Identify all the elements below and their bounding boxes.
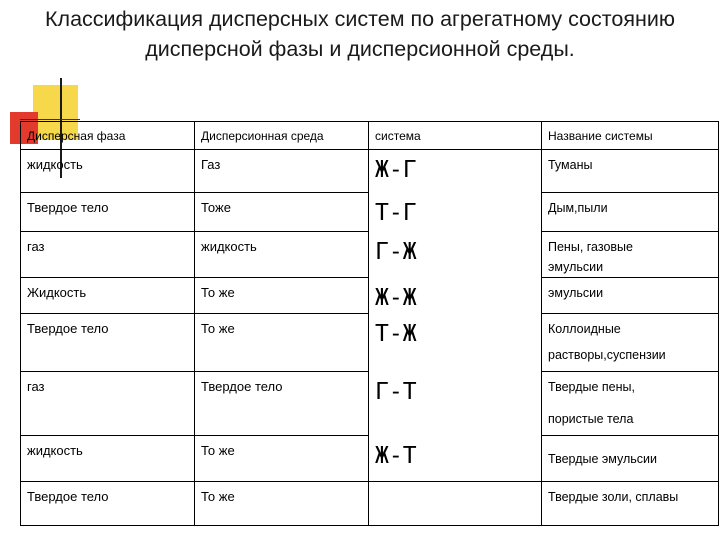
table-header-row	[21, 122, 719, 150]
cell-name-line-1: эмульсии	[548, 286, 604, 300]
cell-phase: Твердое тело	[21, 314, 195, 372]
cell-name-line-2: эмульсии	[548, 260, 604, 274]
cell-name	[542, 436, 719, 482]
title-line-2: дисперсной фазы и дисперсионной среды.	[145, 37, 575, 61]
table-row	[21, 193, 719, 232]
cell-phase: Твердое тело	[21, 482, 195, 526]
table-row	[21, 372, 719, 436]
cell-system: Ж-Т	[369, 436, 542, 482]
classification-table	[20, 121, 719, 526]
cell-system: Г-Т	[369, 372, 542, 436]
cell-system: Ж-Ж	[369, 278, 542, 314]
cell-name-line-1: Твердые золи, сплавы	[548, 490, 679, 504]
cell-name-line-2: пористые тела	[548, 412, 634, 426]
table-row	[21, 436, 719, 482]
cell-medium: То же	[195, 314, 369, 372]
table-row	[21, 278, 719, 314]
header-system-name: Название системы	[542, 122, 719, 150]
cell-name	[542, 372, 719, 436]
cell-name	[542, 150, 719, 193]
cell-name	[542, 193, 719, 232]
cell-phase: Твердое тело	[21, 193, 195, 232]
cell-phase: газ	[21, 372, 195, 436]
cell-name-line-1: Пены, газовые	[548, 240, 633, 254]
table-row	[21, 314, 719, 372]
table-row	[21, 232, 719, 278]
cell-medium: То же	[195, 436, 369, 482]
cell-name-line-2: Твердые эмульсии	[548, 452, 658, 466]
cell-phase: Жидкость	[21, 278, 195, 314]
cell-name	[542, 278, 719, 314]
title-line-1: Классификация дисперсных систем по агрегатному состоянию	[45, 7, 675, 31]
cell-name-line-1: Туманы	[548, 158, 593, 172]
cell-medium: Тоже	[195, 193, 369, 232]
cell-name	[542, 314, 719, 372]
cell-phase: жидкость	[21, 150, 195, 193]
cell-system: Ж-Г	[369, 150, 542, 193]
header-dispersed-phase: Дисперсная фаза	[21, 122, 195, 150]
cell-name-line-2: растворы,суспензии	[548, 348, 666, 362]
table-row	[21, 150, 719, 193]
cell-name-line-1: Коллоидные	[548, 322, 621, 336]
cell-medium: Твердое тело	[195, 372, 369, 436]
cell-system	[369, 482, 542, 526]
cell-name	[542, 482, 719, 526]
cell-name-line-1: Твердые пены,	[548, 380, 635, 394]
page-title	[0, 4, 720, 64]
decorative-horizontal-line	[20, 119, 80, 120]
cell-medium: То же	[195, 278, 369, 314]
cell-system: Т-Г	[369, 193, 542, 232]
cell-name-line-1: Дым,пыли	[548, 201, 608, 215]
table-row	[21, 482, 719, 526]
cell-phase: газ	[21, 232, 195, 278]
cell-medium: Газ	[195, 150, 369, 193]
cell-medium: жидкость	[195, 232, 369, 278]
cell-system: Т-Ж	[369, 314, 542, 372]
cell-medium: То же	[195, 482, 369, 526]
header-dispersion-medium: Дисперсионная среда	[195, 122, 369, 150]
cell-name	[542, 232, 719, 278]
header-system: система	[369, 122, 542, 150]
cell-system: Г-Ж	[369, 232, 542, 278]
cell-phase: жидкость	[21, 436, 195, 482]
